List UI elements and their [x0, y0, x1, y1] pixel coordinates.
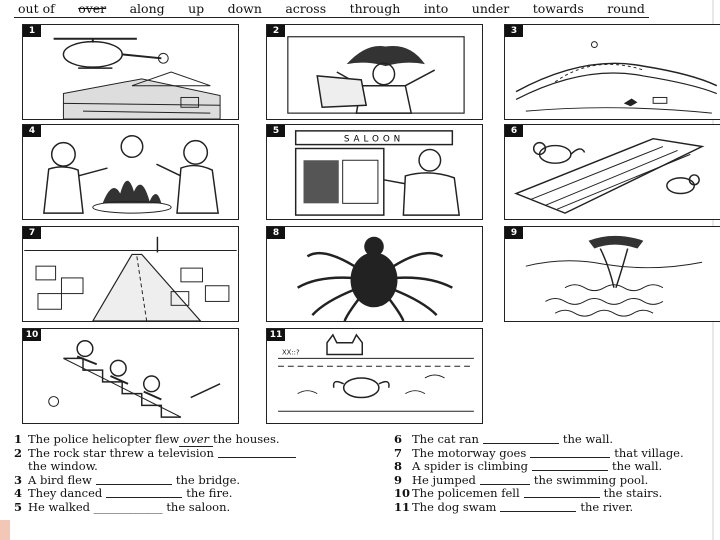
svg-text:XX::?: XX::? — [281, 348, 300, 357]
bridge-illustration — [505, 25, 720, 119]
word-bank-item: round — [607, 1, 645, 16]
cat-wall-illustration — [505, 125, 720, 219]
sentence-text: the houses. — [213, 432, 280, 446]
fire-dance-illustration — [23, 125, 238, 219]
sentence-number: 9 — [394, 472, 403, 487]
word-bank-item: out of — [18, 1, 55, 16]
rock-star-illustration — [267, 25, 482, 119]
sentence-number: 2 — [14, 445, 23, 460]
dog-river-illustration — [267, 329, 482, 423]
word-bank-item: over — [78, 1, 107, 16]
word-bank-item: into — [423, 1, 449, 16]
sentence-text: The motorway goes — [412, 445, 527, 460]
helicopter-illustration — [23, 25, 238, 119]
sentence-2 — [14, 447, 354, 461]
picture-panel-10 — [22, 328, 239, 424]
picture-panel-8 — [266, 226, 483, 322]
answer-blank[interactable] — [96, 474, 172, 485]
sentence-text: A bird flew — [28, 472, 92, 487]
slide-side-strip — [0, 0, 10, 540]
sentence-text: the wall. — [611, 459, 663, 473]
panel-number: 2 — [267, 25, 285, 37]
word-bank-item: across — [285, 1, 327, 16]
sentence-2-continued — [14, 460, 354, 474]
panel-number: 5 — [267, 125, 285, 137]
word-bank-item: towards — [532, 1, 584, 16]
sentence-5: 5 He walked ____________ the saloon. — [14, 499, 231, 514]
sentence-text: They danced — [28, 486, 103, 500]
sentence-number: 11 — [394, 499, 411, 514]
sentence-text: The police helicopter flew — [28, 432, 180, 446]
panel-number: 10 — [23, 329, 41, 341]
sentence-text: The policemen fell — [412, 486, 520, 500]
sentence-number: 6 — [394, 432, 403, 446]
sentence-6 — [394, 433, 714, 447]
picture-panel-4 — [22, 124, 239, 220]
panel-number: 3 — [505, 25, 523, 37]
answer-blank[interactable] — [500, 501, 576, 512]
sentence-text: the fire. — [186, 486, 233, 500]
sentence-1 — [14, 433, 354, 447]
sentence-number: 4 — [14, 486, 23, 500]
sentence-text: the swimming pool. — [533, 472, 649, 487]
picture-panel-9 — [504, 226, 720, 322]
picture-panel-5 — [266, 124, 483, 220]
spider-illustration — [267, 227, 482, 321]
answer-blank[interactable] — [483, 433, 559, 444]
sentence-text: the bridge. — [175, 472, 241, 487]
picture-panel-3 — [504, 24, 720, 120]
answer-blank[interactable] — [532, 460, 608, 471]
sentence-text: that village. — [614, 445, 684, 460]
sentence-3 — [14, 474, 354, 488]
panel-number: 11 — [267, 329, 285, 341]
picture-panel-1 — [22, 24, 239, 120]
sentence-text: The dog swam — [412, 499, 497, 514]
sentences-right-column — [394, 433, 714, 514]
example-answer: over — [179, 433, 213, 447]
sentence-number: 3 — [14, 472, 23, 487]
sentence-text: He jumped — [412, 472, 476, 487]
sentence-7 — [394, 447, 714, 461]
panel-number: 6 — [505, 125, 523, 137]
sentence-text: A spider is climbing — [412, 459, 528, 473]
word-bank — [14, 0, 649, 18]
picture-panel-2 — [266, 24, 483, 120]
sentence-9 — [394, 474, 714, 488]
word-bank-item: along — [129, 1, 165, 16]
answer-blank[interactable] — [480, 474, 530, 485]
sentence-8 — [394, 460, 714, 474]
panel-number: 9 — [505, 227, 523, 239]
word-bank-item: up — [188, 1, 205, 16]
word-bank-item: under — [471, 1, 510, 16]
sentence-text: the river. — [580, 499, 634, 514]
word-bank-item: down — [227, 1, 262, 16]
sentence-number: 10 — [394, 486, 411, 500]
sentence-number — [14, 460, 28, 474]
sentence-text: the wall. — [562, 432, 614, 446]
answer-blank[interactable] — [524, 487, 600, 498]
saloon-illustration — [267, 125, 482, 219]
panel-number: 8 — [267, 227, 285, 239]
stairs-illustration — [23, 329, 238, 423]
sentence-4 — [14, 487, 354, 501]
answer-blank[interactable] — [530, 447, 610, 458]
sentence-text: the window. — [28, 459, 98, 473]
sentence-10 — [394, 487, 714, 501]
sentence-text: the stairs. — [603, 486, 663, 500]
svg-text:SALOON: SALOON — [343, 134, 405, 145]
answer-blank[interactable] — [106, 487, 182, 498]
word-bank-item: through — [349, 1, 401, 16]
sentence-text: He walked ____________ the saloon. — [28, 499, 231, 514]
motorway-illustration — [23, 227, 238, 321]
panel-number: 4 — [23, 125, 41, 137]
panel-number: 1 — [23, 25, 41, 37]
sentence-text: The cat ran — [412, 432, 479, 446]
picture-panel-11 — [266, 328, 483, 424]
sentence-11 — [394, 501, 714, 515]
answer-blank[interactable] — [218, 447, 296, 458]
worksheet-page — [14, 0, 706, 540]
sentence-number: 7 — [394, 445, 403, 460]
swimming-pool-illustration — [505, 227, 720, 321]
picture-panel-6 — [504, 124, 720, 220]
panel-number: 7 — [23, 227, 41, 239]
picture-panel-7 — [22, 226, 239, 322]
sentence-number: 1 — [14, 432, 23, 446]
sentence-number: 8 — [394, 459, 403, 473]
sentences-left-column — [14, 433, 354, 514]
sentence-text: The rock star threw a television — [28, 445, 214, 460]
